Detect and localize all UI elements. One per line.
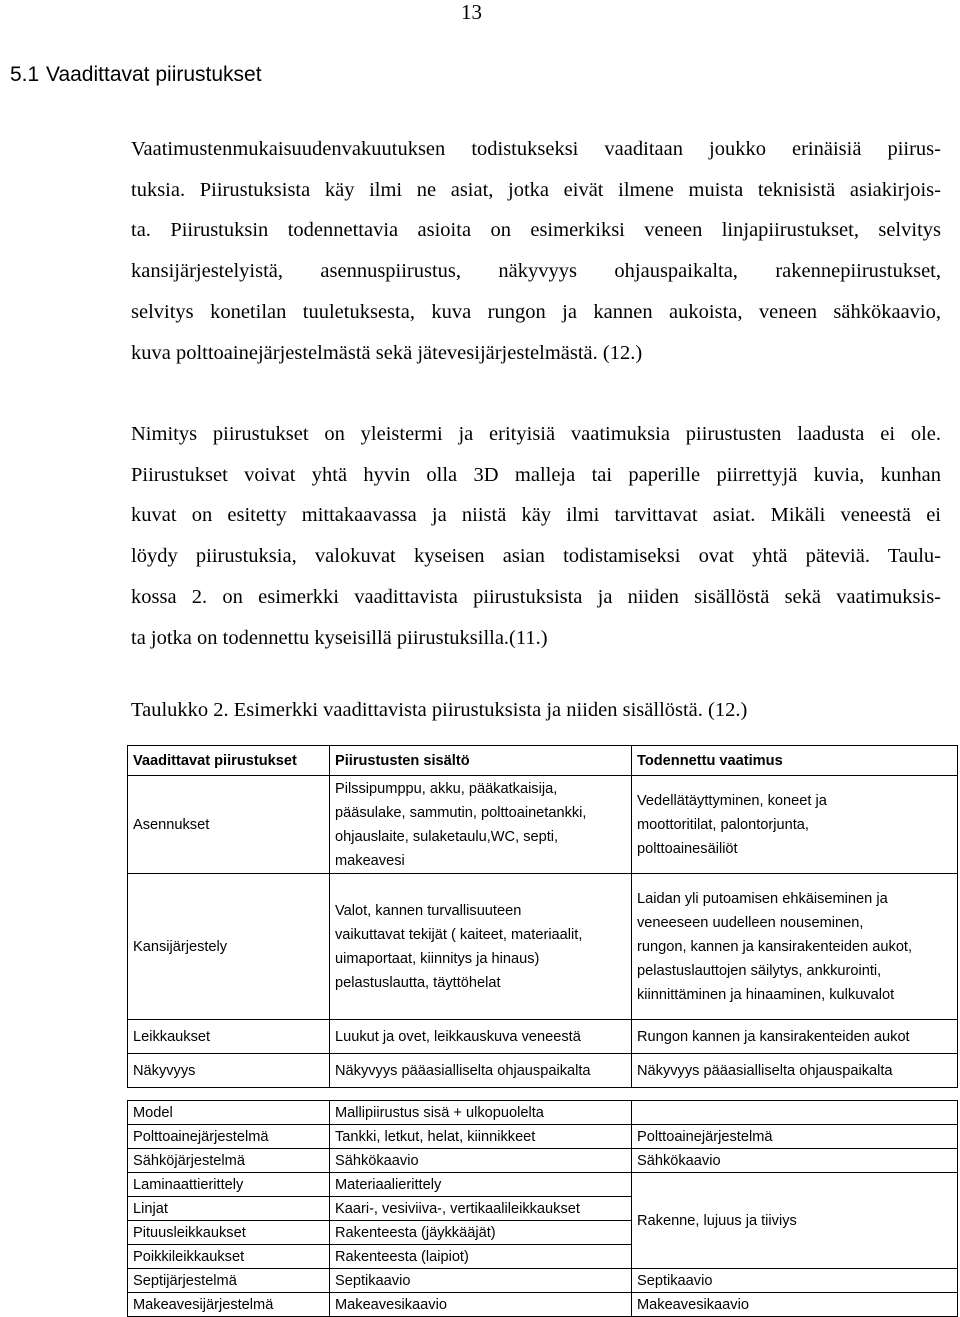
- text-line: kansijärjestelyistä, asennuspiirustus, näkyvyys ohjauspaikalta, rakennepiirustukset,: [131, 260, 941, 283]
- header-cell: Piirustusten sisältö: [330, 746, 632, 776]
- drawing-name: Pituusleikkaukset: [128, 1221, 330, 1245]
- drawing-content: Septikaavio: [330, 1269, 632, 1293]
- table-row: [128, 1293, 958, 1317]
- cell-line: polttoainesäiliöt: [637, 840, 738, 857]
- table-row: [128, 1125, 958, 1149]
- table-header-row: [128, 746, 958, 776]
- section-title: Vaadittavat piirustukset: [46, 63, 262, 86]
- drawing-name: Asennukset: [128, 776, 330, 874]
- cell-line: rungon, kannen ja kansirakenteiden aukot,: [637, 938, 913, 955]
- drawing-requirement: Septikaavio: [632, 1269, 958, 1293]
- cell-line: pääsulake, sammutin, polttoainetankki,: [335, 804, 587, 821]
- drawing-requirement: Sähkökaavio: [632, 1149, 958, 1173]
- text-line: kuva polttoainejärjestelmästä sekä jätevesijärjestelmästä. (12.): [131, 341, 643, 364]
- header-cell: Todennettu vaatimus: [632, 746, 958, 776]
- drawing-name: Model: [128, 1101, 330, 1125]
- drawing-requirement: Polttoainejärjestelmä: [632, 1125, 958, 1149]
- drawing-content: [330, 776, 632, 874]
- drawing-content: Luukut ja ovet, leikkauskuva veneestä: [330, 1020, 632, 1054]
- drawing-name: Kansijärjestely: [128, 874, 330, 1020]
- drawing-content: Rakenteesta (jäykkääjät): [330, 1221, 632, 1245]
- drawing-name: Sähköjärjestelmä: [128, 1149, 330, 1173]
- table-row: [128, 1054, 958, 1088]
- cell-line: uimaportaat, kiinnitys ja hinaus): [335, 950, 540, 967]
- drawing-requirement: Makeavesikaavio: [632, 1293, 958, 1317]
- text-line: Vaatimustenmukaisuudenvakuutuksen todistukseksi vaaditaan joukko erinäisiä piirus-: [131, 138, 941, 160]
- text-line: tuksia. Piirustuksista käy ilmi ne asiat, jotka eivät ilmene muista teknisistä asiakirjois-: [131, 178, 941, 201]
- drawing-name: Makeavesijärjestelmä: [128, 1293, 330, 1317]
- section-heading: [10, 63, 262, 87]
- table-caption: Taulukko 2. Esimerkki vaadittavista piirustuksista ja niiden sisällöstä. (12.): [131, 699, 748, 721]
- drawing-content: Rakenteesta (laipiot): [330, 1245, 632, 1269]
- text-line: kuvat on esitetty mittakaavassa ja niistä käy ilmi tarvittavat asiat. Mikäli veneestä ei: [131, 504, 941, 527]
- page-number: 13: [461, 0, 482, 24]
- drawing-name: Laminaattierittely: [128, 1173, 330, 1197]
- cell-line: moottoritilat, palontorjunta,: [637, 816, 809, 833]
- drawing-requirement: Rakenne, lujuus ja tiiviys: [632, 1173, 958, 1269]
- drawing-content: Sähkökaavio: [330, 1149, 632, 1173]
- cell-line: pelastuslauttojen säilytys, ankkurointi,: [637, 962, 882, 979]
- table-row: [128, 1269, 958, 1293]
- drawing-requirement: [632, 776, 958, 874]
- cell-line: Laidan yli putoamisen ehkäiseminen ja: [637, 890, 888, 907]
- table-row: [128, 874, 958, 1020]
- table-row: [128, 1020, 958, 1054]
- cell-line: kiinnittäminen ja hinaaminen, kulkuvalot: [637, 986, 895, 1003]
- drawing-requirement: Näkyvyys pääasialliselta ohjauspaikalta: [632, 1054, 958, 1088]
- drawing-name: Polttoainejärjestelmä: [128, 1125, 330, 1149]
- cell-line: ohjauslaite, sulaketaulu,WC, septi,: [335, 828, 559, 845]
- table-spacer-row: [128, 1088, 958, 1101]
- header-cell: Vaadittavat piirustukset: [128, 746, 330, 776]
- cell-line: veneeseen uudelleen nouseminen,: [637, 914, 864, 931]
- table-row: [128, 1149, 958, 1173]
- table-row: [128, 1173, 958, 1197]
- drawing-name: Leikkaukset: [128, 1020, 330, 1054]
- section-number: 5.1: [10, 63, 40, 86]
- text-line: kossa 2. on esimerkki vaadittavista piirustuksista ja niiden sisällöstä sekä vaatimuksis-: [131, 585, 941, 608]
- drawing-name: Septijärjestelmä: [128, 1269, 330, 1293]
- table-row: [128, 1101, 958, 1125]
- drawing-requirement: [632, 1101, 958, 1125]
- text-line: Nimitys piirustukset on yleistermi ja erityisiä vaatimuksia piirustusten laadusta ei ole.: [131, 423, 941, 445]
- cell-line: Vedellätäyttyminen, koneet ja: [637, 792, 827, 809]
- cell-line: pelastuslautta, täyttöhelat: [335, 974, 501, 991]
- text-line: ta jotka on todennettu kyseisillä piirustuksilla.(11.): [131, 626, 548, 649]
- drawing-content: Materiaalierittely: [330, 1173, 632, 1197]
- text-line: selvitys konetilan tuuletuksesta, kuva rungon ja kannen aukoista, veneen sähkökaavio,: [131, 300, 941, 323]
- cell-line: Valot, kannen turvallisuuteen: [335, 902, 522, 919]
- drawing-content: [330, 874, 632, 1020]
- drawing-name: Linjat: [128, 1197, 330, 1221]
- drawing-name: Näkyvyys: [128, 1054, 330, 1088]
- drawing-content: Tankki, letkut, helat, kiinnikkeet: [330, 1125, 632, 1149]
- drawing-requirement: [632, 874, 958, 1020]
- paragraph-1: [131, 129, 941, 373]
- drawing-name: Poikkileikkaukset: [128, 1245, 330, 1269]
- cell-line: makeavesi: [335, 852, 405, 869]
- drawing-content: Makeavesikaavio: [330, 1293, 632, 1317]
- text-line: löydy piirustuksia, valokuvat kyseisen asian todistamiseksi ovat yhtä päteviä. Taulu-: [131, 545, 941, 568]
- table-row: [128, 776, 958, 874]
- drawing-requirement: Rungon kannen ja kansirakenteiden aukot: [632, 1020, 958, 1054]
- cell-line: vaikuttavat tekijät ( kaiteet, materiaalit,: [335, 926, 583, 943]
- cell-line: Pilssipumppu, akku, pääkatkaisija,: [335, 780, 558, 797]
- text-line: ta. Piirustuksin todennettavia asioita on esimerkiksi veneen linjapiirustukset, selvitys: [131, 219, 941, 242]
- drawing-content: Kaari-, vesiviiva-, vertikaalileikkaukset: [330, 1197, 632, 1221]
- drawings-table: [127, 745, 958, 1317]
- drawing-content: Näkyvyys pääasialliselta ohjauspaikalta: [330, 1054, 632, 1088]
- text-line: Piirustukset voivat yhtä hyvin olla 3D malleja tai paperille piirrettyjä kuvia, kunhan: [131, 463, 941, 486]
- paragraph-2: [131, 414, 941, 658]
- drawing-content: Mallipiirustus sisä + ulkopuolelta: [330, 1101, 632, 1125]
